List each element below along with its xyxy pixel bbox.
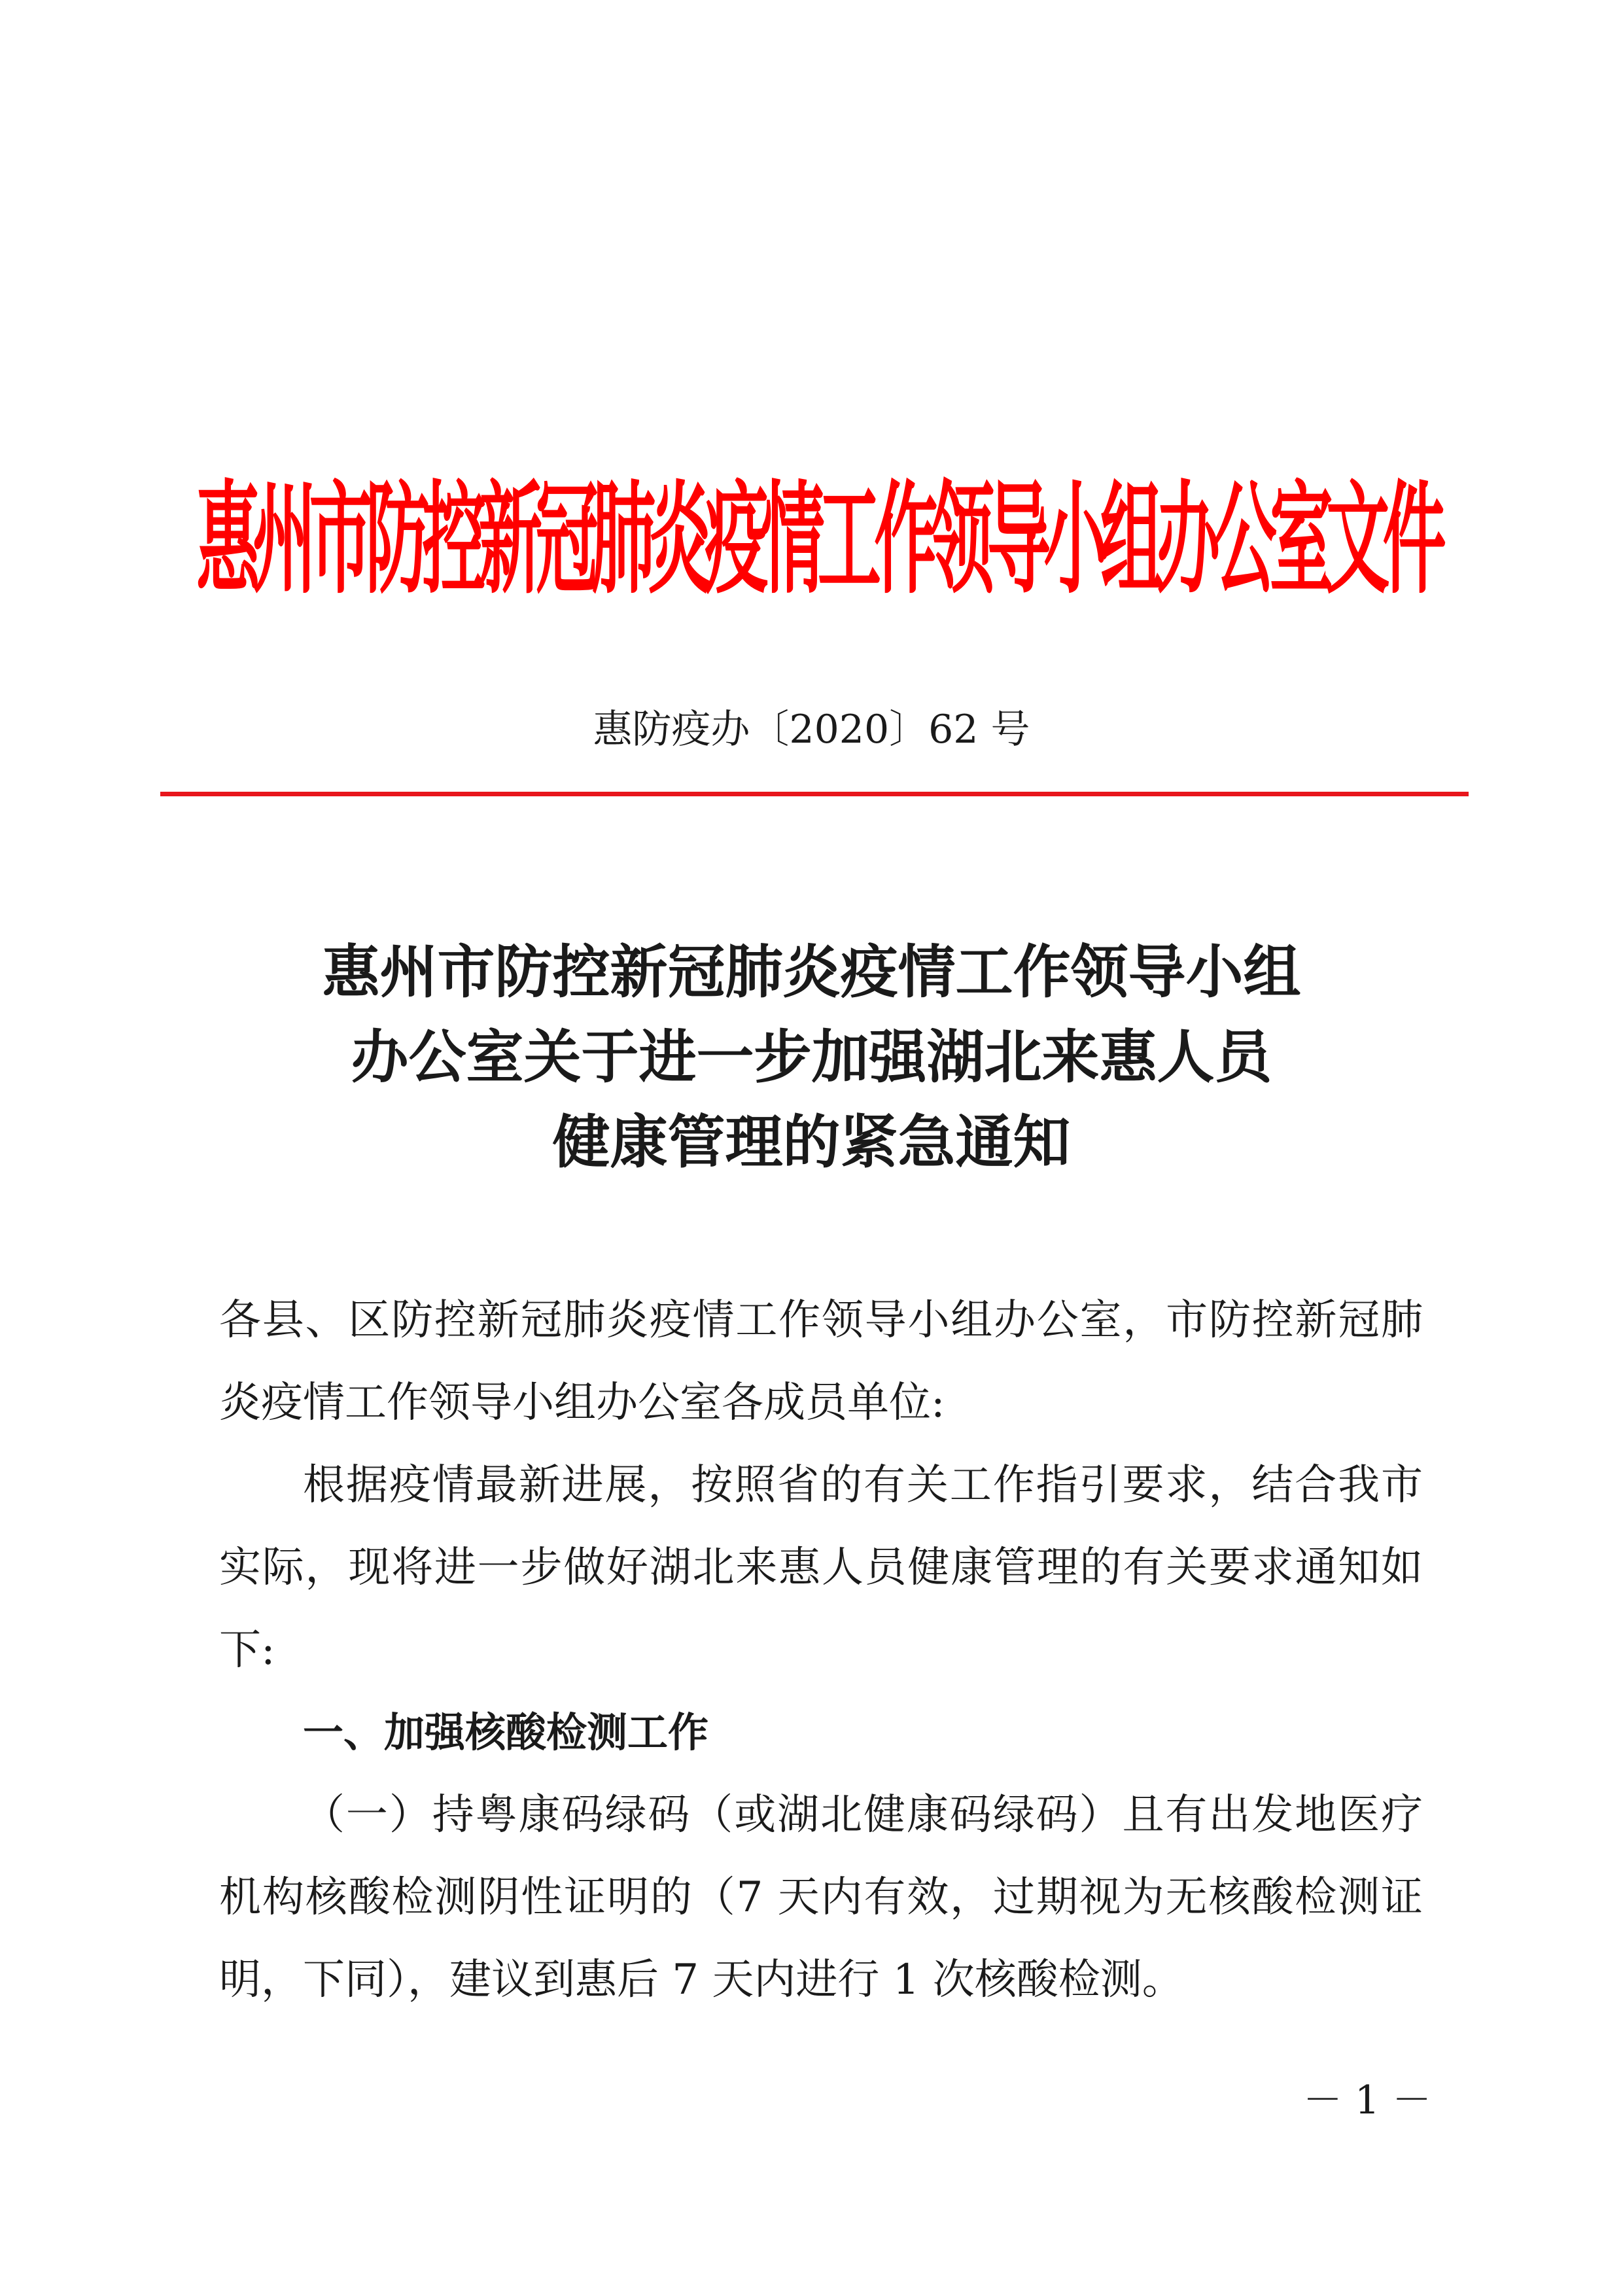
- item-paragraph-1: （一）持粤康码绿码（或湖北健康码绿码）且有出发地医疗机构核酸检测阴性证明的（7 天内有效，过期视为无核酸检测证明，下同），建议到惠后 7 天内进行 1 次核酸检测。: [219, 1791, 1423, 2004]
- notice-body: [219, 1279, 1423, 2021]
- red-separator-line: [160, 792, 1469, 796]
- issuer-title: 惠州市防控新冠肺炎疫情工作领导小组办公室文件: [196, 468, 1440, 611]
- title-line-1: 惠州市防控新冠肺炎疫情工作领导小组: [322, 938, 1301, 1006]
- section-heading-1: 一、加强核酸检测工作: [303, 1708, 709, 1756]
- intro-paragraph: 根据疫情最新进展，按照省的有关工作指引要求，结合我市实际，现将进一步做好湖北来惠人员健康管理的有关要求通知如下:: [219, 1461, 1423, 1674]
- title-line-2: 办公室关于进一步加强湖北来惠人员: [351, 1023, 1272, 1091]
- notice-title: [0, 929, 1623, 1184]
- page-number: － 1 －: [1302, 2077, 1432, 2123]
- title-line-3: 健康管理的紧急通知: [552, 1108, 1071, 1176]
- addressee-paragraph: 各县、区防控新冠肺炎疫情工作领导小组办公室，市防控新冠肺炎疫情工作领导小组办公室各成员单位:: [219, 1296, 1423, 1427]
- issuer-header: [196, 458, 1439, 622]
- document-number: 惠防疫办〔2020〕62 号: [593, 707, 1030, 752]
